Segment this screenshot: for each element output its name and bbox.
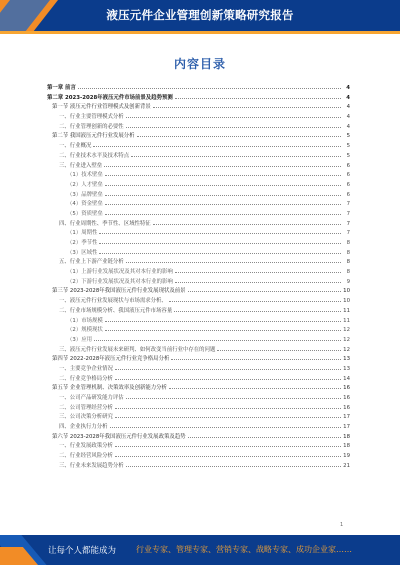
toc-entry-page: 16 xyxy=(343,385,350,392)
toc-entry-label: 一、液压元件行业发展现状与市场需求分析、 xyxy=(59,298,167,305)
toc-entry[interactable] xyxy=(47,363,350,373)
toc-entry[interactable] xyxy=(47,140,350,150)
toc-entry-page: 5 xyxy=(346,133,350,140)
toc-entry-page: 21 xyxy=(343,462,350,469)
toc-entry[interactable] xyxy=(47,353,350,363)
toc-entry-page: 9 xyxy=(346,278,350,285)
toc-entry-page: 19 xyxy=(343,453,350,460)
toc-entry[interactable] xyxy=(47,295,350,305)
toc-entry-page: 8 xyxy=(346,240,350,246)
toc-entry-page: 4 xyxy=(346,104,350,111)
toc-leader-dots xyxy=(169,295,341,302)
toc-entry-page: 4 xyxy=(346,94,350,101)
toc-entry[interactable] xyxy=(47,218,350,228)
toc-leader-dots xyxy=(105,315,341,322)
toc-leader-dots xyxy=(175,92,341,99)
header-band xyxy=(0,0,400,31)
toc-entry-page: 12 xyxy=(343,327,350,334)
toc-entry-label: 二、行业竞争格局分析 xyxy=(59,375,113,382)
toc-entry-label: 二、公司管理经营分析 xyxy=(59,404,113,411)
header-divider xyxy=(0,31,400,34)
toc-entry[interactable] xyxy=(47,276,350,286)
toc-entry-label: （2）人才壁垒 xyxy=(67,181,103,188)
toc-entry-page: 8 xyxy=(346,269,350,276)
toc-entry-label: 四、行业周期性、季节性、区域性特征 xyxy=(59,220,151,227)
toc-entry-page: 16 xyxy=(343,395,350,401)
toc-entry-label: 第六节 2023-2028年我国液压元件行业发展政策及趋势 xyxy=(52,433,186,440)
toc-entry[interactable] xyxy=(47,189,350,199)
toc-entry-page: 17 xyxy=(343,424,350,431)
toc-entry-page: 4 xyxy=(346,85,350,91)
toc-entry[interactable] xyxy=(47,82,350,92)
toc-entry-page: 6 xyxy=(346,181,350,188)
toc-entry-page: 6 xyxy=(346,191,350,198)
toc-entry[interactable] xyxy=(47,266,350,276)
toc-entry[interactable] xyxy=(47,169,350,179)
toc-entry-page: 18 xyxy=(343,443,350,450)
toc-leader-dots xyxy=(104,160,341,167)
toc-entry-label: 五、行业上下游产业链分析 xyxy=(59,259,124,266)
toc-entry-page: 5 xyxy=(346,143,350,150)
toc-leader-dots xyxy=(105,169,341,176)
toc-entry-page: 14 xyxy=(343,375,350,382)
toc-entry-label: 一、行业主要管理模式分析 xyxy=(59,114,124,121)
toc-entry[interactable] xyxy=(47,421,350,431)
toc-entry[interactable] xyxy=(47,237,350,247)
toc-entry[interactable] xyxy=(47,411,350,421)
toc-entry[interactable] xyxy=(47,256,350,266)
toc-entry-label: 第三节 2023-2028年我国液压元件行业发展现状及前景 xyxy=(52,288,186,295)
toc-entry-label: 二、行业经营风险分析 xyxy=(59,453,113,460)
toc-leader-dots xyxy=(115,411,341,418)
toc-entry[interactable] xyxy=(47,130,350,140)
toc-entry[interactable] xyxy=(47,382,350,392)
toc-entry-page: 5 xyxy=(346,152,350,159)
toc-entry-label: （2）季节性 xyxy=(67,240,98,246)
toc-entry-page: 4 xyxy=(346,114,350,121)
toc-entry-label: 一、公司产品研发能力评估 xyxy=(59,395,124,401)
toc-leader-dots xyxy=(105,324,341,331)
toc-entry-label: （1）上游行业发展状况及其对本行业的影响 xyxy=(67,269,173,276)
toc-entry-page: 16 xyxy=(343,404,350,411)
toc-leader-dots xyxy=(99,247,341,254)
toc-entry-label: 第二节 我国液压元件行业发展分析 xyxy=(52,133,135,140)
toc-entry[interactable] xyxy=(47,111,350,121)
toc-leader-dots xyxy=(99,237,341,244)
toc-entry-page: 12 xyxy=(343,346,350,353)
toc-entry[interactable] xyxy=(47,101,350,111)
toc-entry[interactable] xyxy=(47,198,350,208)
toc-entry-page: 17 xyxy=(343,414,350,421)
toc-entry[interactable] xyxy=(47,450,350,460)
toc-leader-dots xyxy=(153,101,341,108)
toc-leader-dots xyxy=(105,208,341,215)
footer-slogan-tail: 行业专家、管理专家、营销专家、战略专家、成功企业家…… xyxy=(136,545,352,554)
toc-entry-page: 7 xyxy=(346,210,350,217)
toc-leader-dots xyxy=(126,392,341,399)
toc-entry[interactable] xyxy=(47,431,350,441)
toc-entry-label: （2）规模现状 xyxy=(67,327,103,334)
toc-entry-label: 二、行业技术水平及技术特点 xyxy=(59,152,130,159)
toc-entry-page: 13 xyxy=(343,356,350,363)
toc-entry[interactable] xyxy=(47,334,350,344)
toc-entry-label: （5）资质壁垒 xyxy=(67,210,103,217)
toc-entry-label: （3）区域性 xyxy=(67,249,98,256)
toc-entry[interactable] xyxy=(47,315,350,325)
toc-leader-dots xyxy=(78,82,341,89)
toc-leader-dots xyxy=(137,130,341,137)
toc-leader-dots xyxy=(105,179,341,186)
toc-entry-page: 7 xyxy=(346,220,350,227)
toc-leader-dots xyxy=(115,363,341,370)
toc-leader-dots xyxy=(126,121,341,128)
toc-entry-page: 8 xyxy=(346,259,350,266)
toc-entry-label: 第一章 前言 xyxy=(47,85,76,91)
toc-entry-page: 13 xyxy=(343,365,350,372)
toc-leader-dots xyxy=(131,150,341,157)
toc-entry-label: 四、企业执行力分析 xyxy=(59,424,108,431)
toc-leader-dots xyxy=(153,218,341,225)
toc-entry[interactable] xyxy=(47,440,350,450)
toc-entry-label: 第二章 2023-2028年液压元件市场前景及趋势预测 xyxy=(47,94,173,101)
page-number: 1 xyxy=(340,522,344,528)
toc-entry[interactable] xyxy=(47,285,350,295)
toc-entry[interactable] xyxy=(47,305,350,315)
toc-leader-dots xyxy=(217,344,341,351)
toc-leader-dots xyxy=(171,353,341,360)
toc-entry-label: 一、行业概况 xyxy=(59,143,92,150)
toc-entry[interactable] xyxy=(47,92,350,102)
toc-entry-page: 11 xyxy=(343,307,350,314)
toc-entry-page: 18 xyxy=(343,433,350,440)
toc-entry-label: 三、液压元件行业发展未来研判、如何改变当前行业中存在的问题 xyxy=(59,346,216,353)
toc-leader-dots xyxy=(115,373,341,380)
toc-entry[interactable] xyxy=(47,160,350,170)
toc-entry-label: （1）技术壁垒 xyxy=(67,172,103,179)
toc-leader-dots xyxy=(115,402,341,409)
toc-entry-page: 6 xyxy=(346,172,350,179)
toc-entry-label: 一、行业发展政策分析 xyxy=(59,443,113,450)
toc-leader-dots xyxy=(169,382,341,389)
toc-entry[interactable] xyxy=(47,324,350,334)
toc-entry[interactable] xyxy=(47,392,350,402)
toc-leader-dots xyxy=(110,421,341,428)
toc-entry-label: （3）应用 xyxy=(67,336,92,343)
toc-entry-label: 二、行业市场规模分析、我国液压元件市场容量 xyxy=(59,307,173,314)
toc-entry-page: 7 xyxy=(346,230,350,237)
toc-entry-label: 第四节 2022-2028年液压元件行业竞争格局分析 xyxy=(52,356,170,363)
toc-entry[interactable] xyxy=(47,227,350,237)
toc-leader-dots xyxy=(188,285,341,292)
toc-entry-page: 11 xyxy=(343,317,350,324)
toc-entry[interactable] xyxy=(47,460,350,470)
toc-entry[interactable] xyxy=(47,344,350,354)
toc-entry-label: 第五节 企业管理机制、决策效率及创新能力分析 xyxy=(52,385,167,392)
footer-band xyxy=(0,535,400,565)
toc-entry-label: 三、行业未来发展趋势分析 xyxy=(59,462,124,469)
toc-leader-dots xyxy=(126,256,341,263)
toc-entry[interactable] xyxy=(47,402,350,412)
toc-leader-dots xyxy=(175,276,341,283)
toc-entry-page: 6 xyxy=(346,162,350,169)
toc-leader-dots xyxy=(174,305,341,312)
toc-entry-page: 12 xyxy=(343,336,350,343)
toc-entry-page: 10 xyxy=(343,288,350,295)
report-title: 液压元件企业管理创新策略研究报告 xyxy=(106,8,294,22)
toc-entry-label: 一、主要竞争企业情况 xyxy=(59,365,113,372)
toc-entry-label: （1）市场规模 xyxy=(67,317,103,324)
toc-heading: 内容目录 xyxy=(173,57,226,71)
footer-slogan-lead: 让每个人都能成为 xyxy=(48,546,117,556)
toc-leader-dots xyxy=(115,440,341,447)
toc-entry-page: 4 xyxy=(346,123,350,130)
toc-entry-label: 三、行业进入壁垒 xyxy=(59,162,103,169)
toc-leader-dots xyxy=(188,431,341,438)
toc-entry[interactable] xyxy=(47,208,350,218)
toc-entry-label: 二、行业管理创新的必要性 xyxy=(59,123,124,130)
toc-leader-dots xyxy=(93,140,341,147)
toc-entry[interactable] xyxy=(47,179,350,189)
toc-leader-dots xyxy=(175,266,341,273)
toc-leader-dots xyxy=(126,460,341,467)
toc-entry-label: （1）周期性 xyxy=(67,230,98,237)
toc-entry-page: 8 xyxy=(346,249,350,256)
toc-entry[interactable] xyxy=(47,373,350,383)
toc-entry[interactable] xyxy=(47,247,350,257)
toc-entry-page: 7 xyxy=(346,201,350,208)
toc-entry[interactable] xyxy=(47,150,350,160)
toc-leader-dots xyxy=(126,111,341,118)
toc-entry-page: 10 xyxy=(343,298,350,305)
toc-entry-label: 第一节 液压元件行业管理模式及创新背景 xyxy=(52,104,151,111)
toc-entry-label: （2）下游行业发展状况及其对本行业的影响 xyxy=(67,278,173,285)
toc-entry-label: （3）品牌壁垒 xyxy=(67,191,103,198)
toc-leader-dots xyxy=(105,198,341,205)
toc-entry-label: 三、公司决策分析研究 xyxy=(59,414,113,421)
toc-entry[interactable] xyxy=(47,121,350,131)
table-of-contents xyxy=(47,82,350,470)
toc-leader-dots xyxy=(94,334,341,341)
toc-leader-dots xyxy=(99,227,341,234)
toc-leader-dots xyxy=(105,189,341,196)
toc-entry-label: （4）资金壁垒 xyxy=(67,201,103,208)
toc-leader-dots xyxy=(115,450,341,457)
